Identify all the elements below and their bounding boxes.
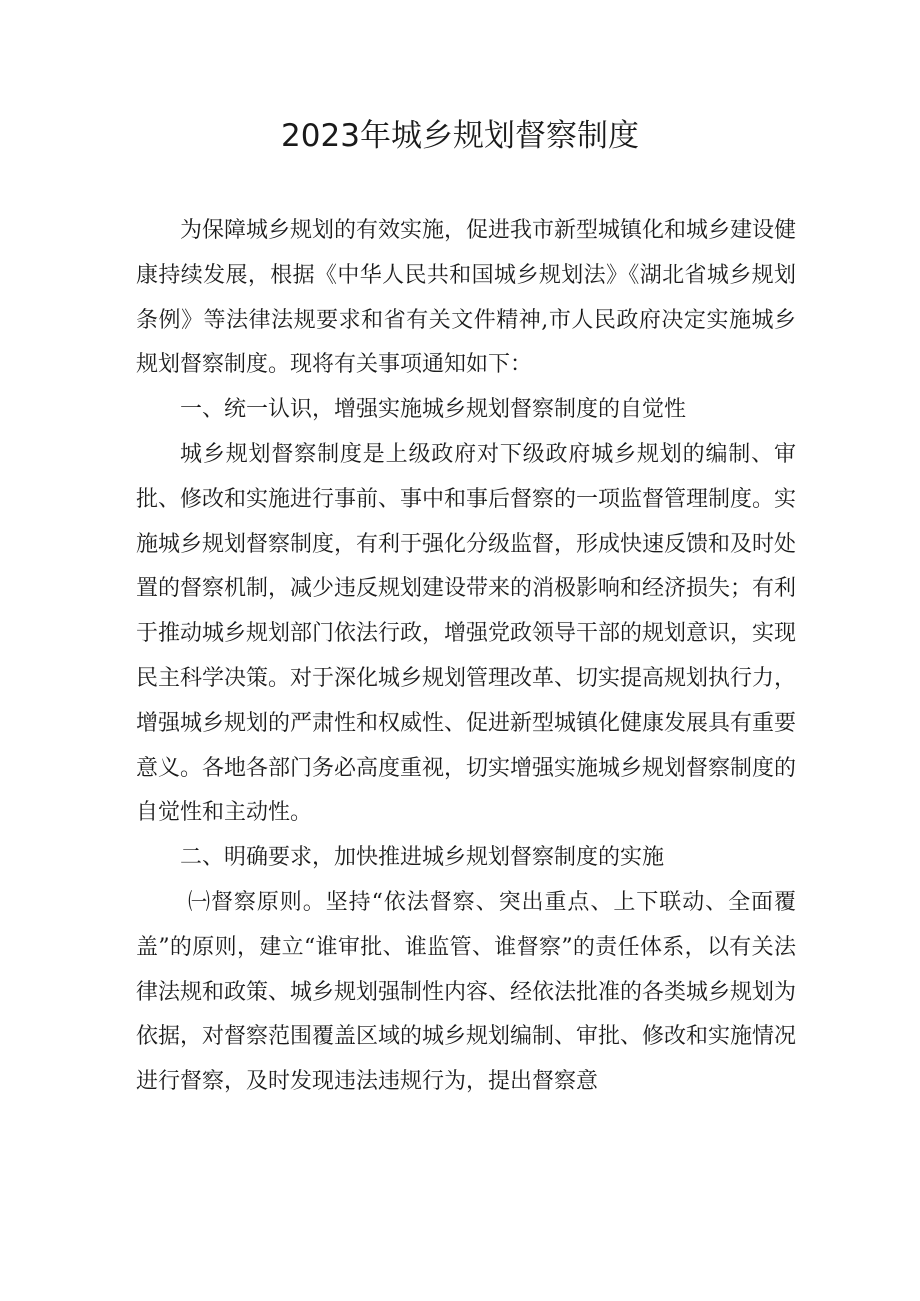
supervision-principle-paragraph: ㈠督察原则。坚持“依法督察、突出重点、上下联动、全面覆盖”的原则，建立“谁审批、谁监管、谁督察”的责任体系，以有关法律法规和政策、城乡规划强制性内容、经依法批准的各类城乡规划为依据，对督察范围覆盖区域的城乡规划编制、审批、修改和实施情况进行督察，及时发现违法违规行为，提出督察意 <box>136 889 797 1095</box>
intro-paragraph: 为保障城乡规划的有效实施，促进我市新型城镇化和城乡建设健康持续发展，根据《中华人民共和国城乡规划法》《湖北省城乡规划条例》等法律法规要求和省有关文件精神,市人民政府决定实施城乡规划督察制度。现将有关事项通知如下： <box>136 218 797 378</box>
section-heading-1: 一、统一认识，增强实施城乡规划督察制度的自觉性 <box>180 397 687 423</box>
document-body <box>136 209 796 1105</box>
section-1-paragraph: 城乡规划督察制度是上级政府对下级政府城乡规划的编制、审批、修改和实施进行事前、事中和事后督察的一项监督管理制度。实施城乡规划督察制度，有利于强化分级监督，形成快速反馈和及时处置的督察机制，减少违反规划建设带来的消极影响和经济损失；有利于推动城乡规划部门依法行政，增强党政领导干部的规划意识，实现民主科学决策。对于深化城乡规划管理改革、切实提高规划执行力，增强城乡规划的严肃性和权威性、促进新型城镇化健康发展具有重要意义。各地各部门务必高度重视，切实增强实施城乡规划督察制度的自觉性和主动性。 <box>136 441 797 826</box>
document-title: 2023年城乡规划督察制度 <box>281 118 639 154</box>
section-heading-2: 二、明确要求，加快推进城乡规划督察制度的实施 <box>180 845 665 871</box>
